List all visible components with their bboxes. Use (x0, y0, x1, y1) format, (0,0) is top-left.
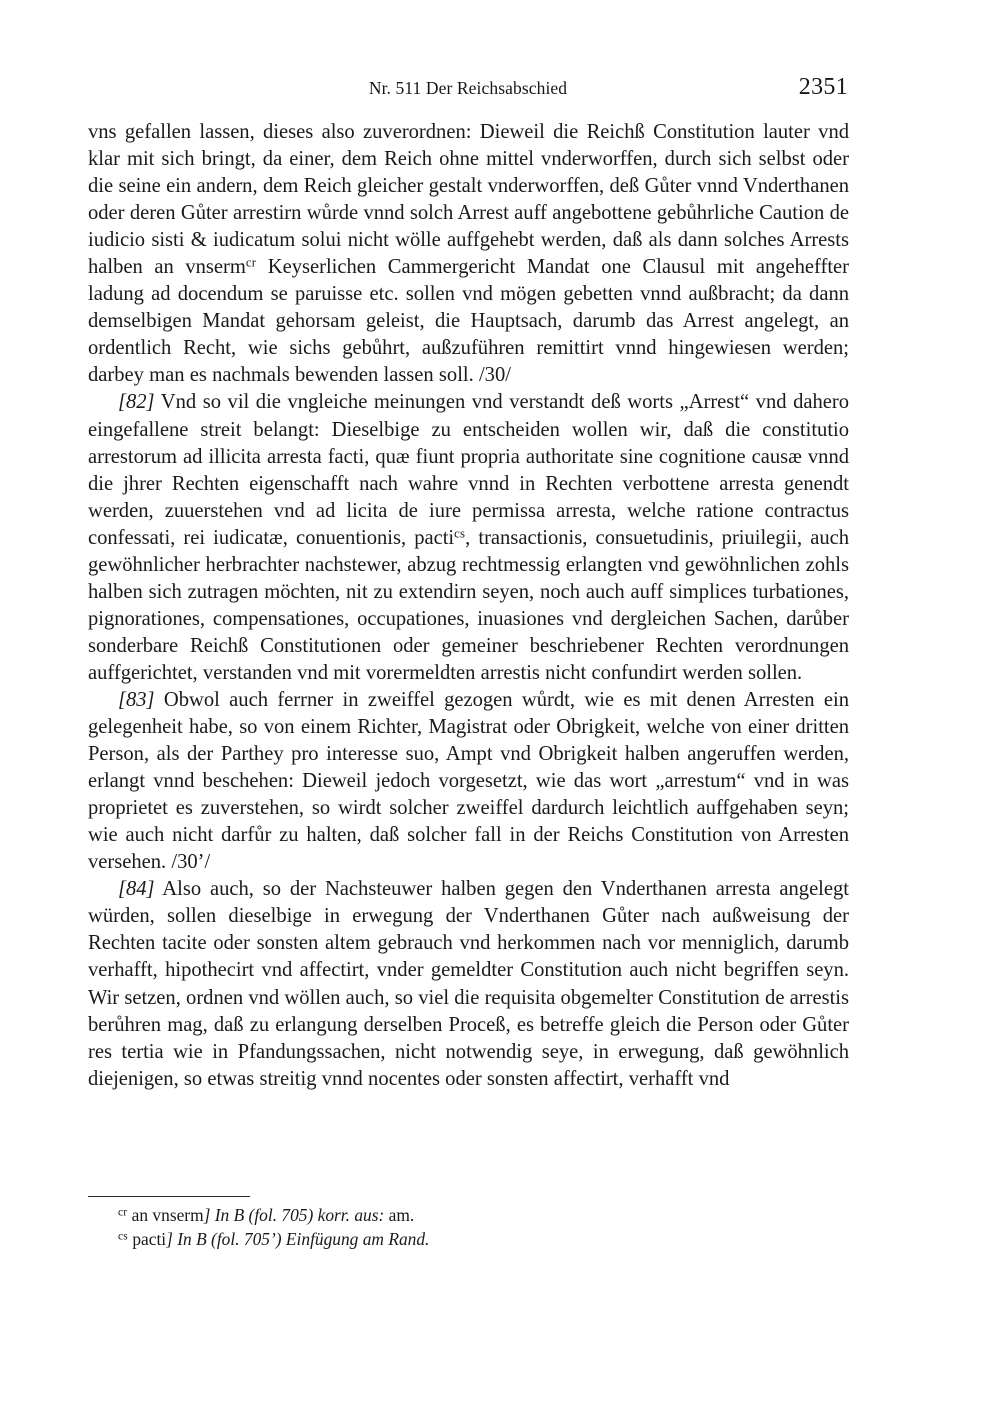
running-head-title: Nr. 511 Der Reichsabschied (368, 78, 568, 98)
paragraph-84: [84] Also auch, so der Nachsteuwer halben gegen den Vnderthanen arresta angelegt würden, sollen dieselbige in erwegung der Vnderthanen Gůter nach außweisung der Rechten tacite oder sonsten altem gebrauch vnd herkommen nach vor menniglich, darumb verhafft, hipothecirt vnd affectirt, vnder gemeldter Constitution auch nicht begriffen seyn. Wir setzen, ordnen vnd wöllen auch, so viel die requisita obgemelter Constitution de arrestis berůhren mag, daß zu erlangung derselben Proceß, es betreffe gleich die Person oder Gůter res tertia wie in Pfandungssachen, nicht notwendig seye, in erwegung, daß gewöhnlich diejenigen, so etwas streitig vnnd nocentes oder sonsten affectirt, verhafft vnd (88, 878, 849, 1090)
page-number: 2351 (798, 74, 848, 100)
footnote-lemma-bracket: ] (166, 1228, 173, 1249)
body-text-block (88, 119, 849, 1093)
footnote-entry-cr (88, 1204, 849, 1228)
paragraph-number: [83] (118, 688, 155, 711)
footnote-lemma-bracket: ] (203, 1205, 211, 1225)
running-head (88, 74, 848, 108)
paragraph-82: [82] Vnd so vil die vngleiche meinungen vnd verstandt deß worts „Arrest“ vnd dahero eingefallene streit belangt: Dieselbige zu entscheiden wollen wir, daß die constitutio arrestorum ad illicita arresta facti, quæ fiunt propria authoritate sine cognitione causæ vnnd die jhrer Rechten eigenschafft nach wahre vnnd in Rechten verbottene arresta genendt werden, zuuerstehen vnd ad licita de iure permissa arresta, welche ratione contractus confessati, rei iudicatæ, conuentionis, pacti$^{cs}$, transactionis, consuetudinis, priuilegii, auch gewöhnlicher herbrachter nachstewer, abzug rechtmessig erlangten vnd gewöhnlichen zohls halben sich zutragen möchten, nit zu extendirn seyen, noch auch auff simplices turbationes, pignorationes, compensationes, occupationes, inuasiones vnd dergleichen Sachen, darůber sonderbare Reichß Constitutionen oder gemeiner beschriebener Rechten verordnungen auffgerichtet, verstanden vnd mit vorermeldten arrestis nicht confundirt werden sollen. (88, 391, 849, 684)
footnote-comment-italic: In B (fol. 705’) Einfügung am Rand. (172, 1228, 430, 1249)
paragraph-number: [82] (118, 391, 155, 414)
footnote-list (88, 1204, 849, 1251)
paragraph-83: [83] Obwol auch ferrner in zweiffel gezogen wůrdt, wie es mit denen Arresten ein gelegenheit habe, so von einem Richter, Magistrat oder Obrigkeit, welche von einer dritten Person, als der Parthey pro interesse suo, Ampt vnd Obrigkeit halben angeruffen werden, erlangt vnnd beschehen: Dieweil jedoch vorgesetzt, wie das wort „arrestum“ vnd in was proprietet es zuverstehen, so wirdt solcher zweiffel dardurch leichtlich auffgehaben seyn; wie auch nicht darfůr zu halten, daß solcher fall in der Reichs Constitution von Arresten versehen. /30’/ (88, 688, 849, 874)
footnote-marker-cs[interactable]: cs (454, 526, 466, 541)
footnote-marker-cr[interactable]: cr (245, 255, 257, 270)
footnote-apparatus (88, 1196, 849, 1251)
paragraph-continued: vns gefallen lassen, dieses also zuverordnen: Dieweil die Reichß Constitution lauter vnd klar mit sich bringt, da einer, dem Reich ohne mittel vnderworffen, durch sich selbst oder die seine ein andern, dem Reich gleicher gestalt vnderworffen, deß Gůter vnnd Vnderthanen oder deren Gůter arrestirn wůrde vnnd solch Arrest auff angebottene gebůhrliche Caution de iudicio sisti & iudicatum solui nicht wölle auffgehebt werden, daß als dann solches Arrests halben an vnserm$^{cr}$ Keyserlichen Cammergericht Mandat one Clausul mit angeheffter ladung ad docendum se paruisse etc. sollen vnd mögen gebetten vnnd außbracht; da dann demselbigen Mandat gehorsam geleist, die Hauptsach, darumb das Arrest angelegt, an ordentlich Recht, wie sichs gebůhrt, außzuführen remittirt vnnd hingewiesen werden; darbey man es nachmals bewenden lassen soll. /30/ (88, 121, 849, 387)
footnote-entry-marker: cr (118, 1206, 128, 1219)
footnote-comment-italic: In B (fol. 705) korr. aus: (210, 1205, 385, 1225)
footnote-separator-rule (88, 1196, 250, 1197)
paragraph-number: [84] (118, 878, 155, 901)
footnote-comment-roman: am. (384, 1205, 415, 1225)
footnote-lemma: an vnserm (127, 1205, 204, 1225)
footnote-lemma: pacti (127, 1228, 167, 1249)
footnote-entry-marker: cs (118, 1229, 128, 1242)
footnote-entry-cs (88, 1228, 849, 1252)
